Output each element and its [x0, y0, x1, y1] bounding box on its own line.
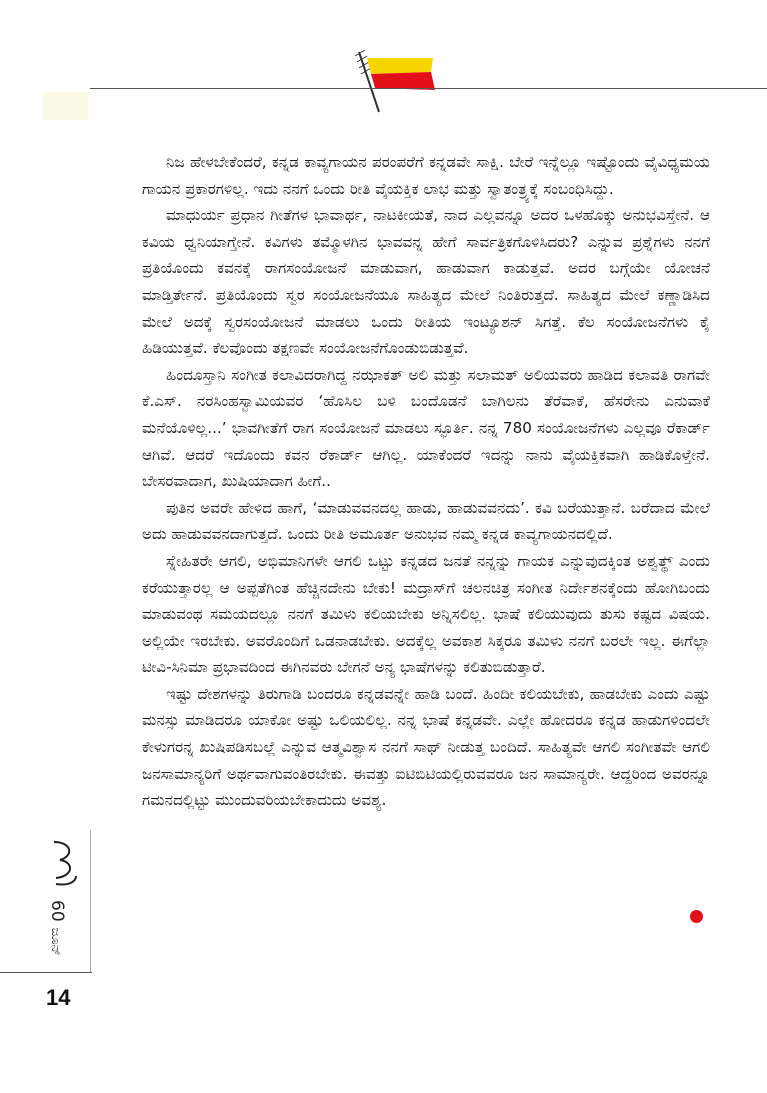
corner-decoration	[42, 92, 88, 120]
issue-number: 60	[47, 900, 67, 922]
article-body	[142, 149, 710, 814]
paragraph: ನಿಜ ಹೇಳಬೇಕೆಂದರೆ, ಕನ್ನಡ ಕಾವ್ಯಗಾಯನ ಪರಂಪರೆಗೆ ಕನ್ನಡವೇ ಸಾಕ್ಷಿ. ಬೇರೆ ಇನ್ನೆಲ್ಲೂ ಇಷ್ಟೊಂದು ವೈವಿಧ್ಯಮಯ ಗಾಯನ ಪ್ರಕಾರಗಳಿಲ್ಲ. ಇದು ನನಗೆ ಒಂದು ರೀತಿ ವೈಯಕ್ತಿಕ ಲಾಭ ಮತ್ತು ಸ್ವಾತಂತ್ರ್ಯಕ್ಕೆ ಸಂಬಂಧಿಸಿದ್ದು.	[142, 153, 710, 198]
paragraph: ಮಾಧುರ್ಯ ಪ್ರಧಾನ ಗೀತೆಗಳ ಭಾವಾರ್ಥ, ನಾಟಕೀಯತೆ, ನಾದ ಎಲ್ಲವನ್ನೂ ಅದರ ಒಳಹೊಕ್ಕು ಅನುಭವಿಸ್ತೇನೆ. ಆ ಕವಿಯ ಧ್ವನಿಯಾಗ್ತೇನೆ. ಕವಿಗಳು ತಮ್ಮೊಳಗಿನ ಭಾವವನ್ನ ಹೇಗೆ ಸಾರ್ವತ್ರಿಕಗೊಳಿಸಿದರು? ಎನ್ನುವ ಪ್ರಶ್ನೆಗಳು ನನಗೆ ಪ್ರತಿಯೊಂದು ಕವನಕ್ಕೆ ರಾಗಸಂಯೋಜನೆ ಮಾಡುವಾಗ, ಹಾಡುವಾಗ ಕಾಡುತ್ತವೆ. ಅದರ ಬಗ್ಗೆಯೇ ಯೋಚನೆ ಮಾಡ್ತಿರ್ತೇನೆ. ಪ್ರತಿಯೊಂದು ಸ್ವರ ಸಂಯೋಜನೆಯೂ ಸಾಹಿತ್ಯದ ಮೇಲೆ ನಿಂತಿರುತ್ತದೆ. ಸಾಹಿತ್ಯದ ಮೇಲೆ ಕಣ್ಣಾಡಿಸಿದ ಮೇಲೆ ಅದಕ್ಕೆ ಸ್ವರಸಂಯೋಜನೆ ಮಾಡಲು ಒಂದು ರೀತಿಯ ಇಂಟ್ಯೂಶನ್ ಸಿಗತ್ತೆ. ಕೆಲ ಸಂಯೋಜನೆಗಳು ಕೈ ಹಿಡಿಯುತ್ತವೆ. ಕೆಲವೊಂದು ತಕ್ಷಣವೇ ಸಂಯೋಜನೆಗೊಂಡುಬಿಡುತ್ತವೆ.	[142, 206, 710, 358]
paragraph: ಪುತಿನ ಅವರೇ ಹೇಳಿದ ಹಾಗೆ, ‘ಮಾಡುವವನದಲ್ಲ ಹಾಡು, ಹಾಡುವವನದು’. ಕವಿ ಬರೆಯುತ್ತಾನೆ. ಬರೆದಾದ ಮೇಲೆ ಅದು ಹಾಡುವವನದಾಗುತ್ತದೆ. ಒಂದು ರೀತಿ ಅಮೂರ್ತ ಅನುಭವ ನಮ್ಮ ಕನ್ನಡ ಕಾವ್ಯಗಾಯನದಲ್ಲಿದೆ.	[142, 498, 710, 544]
issue-month: ಜೂನ್	[48, 927, 63, 957]
side-divider	[90, 830, 91, 972]
paragraph: ಹಿಂದೂಸ್ತಾನಿ ಸಂಗೀತ ಕಲಾವಿದರಾಗಿದ್ದ ನಝಾಕತ್ ಅಲಿ ಮತ್ತು ಸಲಾಮತ್ ಅಲಿಯವರು ಹಾಡಿದ ಕಲಾವತಿ ರಾಗವೇ ಕೆ.ಎಸ್. ನರಸಿಂಹಸ್ವಾಮಿಯವರ ‘ಹೊಸಿಲ ಬಳಿ ಬಂದೊಡನೆ ಬಾಗಿಲನು ತೆರೆವಾಕೆ, ಹೆಸರೇನು ಎನುವಾಕೆ ಮನೆಯೊಳಿಲ್ಲ...’ ಭಾವಗೀತೆಗೆ ರಾಗ ಸಂಯೋಜನೆ ಮಾಡಲು ಸ್ಫೂರ್ತಿ. ನನ್ನ 780 ಸಂಯೋಜನೆಗಳು ಎಲ್ಲವೂ ರೆಕಾರ್ಡ್ ಆಗಿವೆ. ಆದರೆ ಇದೊಂದು ಕವನ ರೆಕಾರ್ಡ್ ಆಗಿಲ್ಲ. ಯಾಕೆಂದರೆ ಇದನ್ನು ನಾನು ವೈಯಕ್ತಿಕವಾಗಿ ಹಾಡಿಕೊಳ್ತೇನೆ. ಬೇಸರವಾದಾಗ, ಖುಷಿಯಾದಾಗ ಹೀಗೆ..	[142, 365, 710, 491]
page-number: 14	[46, 985, 71, 1010]
kannada-flag-icon	[345, 44, 445, 114]
header-rule	[90, 88, 767, 89]
footer-rule	[0, 972, 92, 973]
paragraph: ಸ್ನೇಹಿತರೇ ಆಗಲಿ, ಅಭಿಮಾನಿಗಳೇ ಆಗಲಿ ಒಟ್ಟು ಕನ್ನಡದ ಜನತೆ ನನ್ನನ್ನು ಗಾಯಕ ಎನ್ನುವುದಕ್ಕಿಂತ ಅಶ್ವತ್ಥ್ ಎಂದು ಕರೆಯುತ್ತಾರಲ್ಲ ಆ ಅಪ್ಪತೆಗಿಂತ ಹೆಚ್ಚಿನದೇನು ಬೇಕು! ಮದ್ರಾಸ್‌ಗೆ ಚಲನಚಿತ್ರ ಸಂಗೀತ ನಿರ್ದೇಶನಕ್ಕೆಂದು ಹೋಗಿಬಂದು ಮಾಡುವಂಥ ಸಮಯದಲ್ಲೂ ನನಗೆ ತಮಿಳು ಕಲಿಯಬೇಕು ಅನ್ನಿಸಲಿಲ್ಲ. ಭಾಷೆ ಕಲಿಯುವುದು ತುಸು ಕಷ್ಟದ ವಿಷಯ. ಅಲ್ಲಿಯೇ ಇರಬೇಕು. ಅವರೊಂದಿಗೆ ಒಡನಾಡಬೇಕು. ಅದಕ್ಕೆಲ್ಲ ಅವಕಾಶ ಸಿಕ್ಕರೂ ತಮಿಳು ನನಗೆ ಬರಲೇ ಇಲ್ಲ. ಈಗೆಲ್ಲಾ ಟೀವಿ-ಸಿನಿಮಾ ಪ್ರಭಾವದಿಂದ ಈಗಿನವರು ಬೇಗನೆ ಅನ್ಯ ಭಾಷೆಗಳನ್ನು ಕಲಿತುಬಿಡುತ್ತಾರೆ.	[142, 551, 710, 677]
magazine-logo	[46, 838, 82, 890]
end-of-article-dot	[690, 910, 703, 923]
paragraph: ಇಷ್ಟು ದೇಶಗಳನ್ನು ತಿರುಗಾಡಿ ಬಂದರೂ ಕನ್ನಡವನ್ನೇ ಹಾಡಿ ಬಂದೆ. ಹಿಂದೀ ಕಲಿಯಬೇಕು, ಹಾಡಬೇಕು ಎಂದು ಎಷ್ಟು ಮನಸ್ಸು ಮಾಡಿದರೂ ಯಾಕೋ ಅಷ್ಟು ಒಲಿಯಲಿಲ್ಲ. ನನ್ನ ಭಾಷೆ ಕನ್ನಡವೇ. ಎಲ್ಲೇ ಹೋದರೂ ಕನ್ನಡ ಹಾಡುಗಳಿಂದಲೇ ಕೇಳುಗರನ್ನ ಖುಷಿಪಡಿಸಬಲ್ಲೆ ಎನ್ನುವ ಆತ್ಮವಿಶ್ವಾಸ ನನಗೆ ಸಾಥ್ ನೀಡುತ್ತ ಬಂದಿದೆ. ಸಾಹಿತ್ಯವೇ ಆಗಲಿ ಸಂಗೀತವೇ ಆಗಲಿ ಜನಸಾಮಾನ್ಯರಿಗೆ ಅರ್ಥವಾಗುವಂತಿರಬೇಕು. ಈವತ್ತು ಐಟಿಬಿಟಿಯಲ್ಲಿರುವವರೂ ಜನ ಸಾಮಾನ್ಯರೇ. ಆದ್ದರಿಂದ ಅವರನ್ನೂ ಗಮನದಲ್ಲಿಟ್ಟು ಮುಂದುವರಿಯಬೇಕಾದುದು ಅವಶ್ಯ.	[142, 684, 710, 810]
